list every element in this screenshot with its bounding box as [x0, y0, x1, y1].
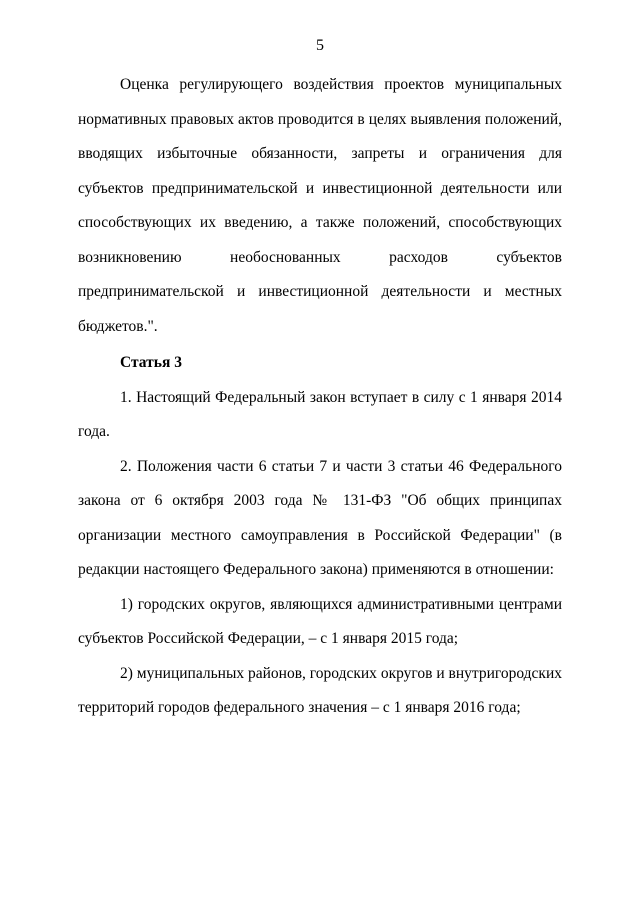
document-body — [78, 68, 562, 726]
article-heading: Статья 3 — [120, 354, 182, 371]
paragraph-regulatory-assessment: Оценка регулирующего воздействия проектов муниципальных нормативных правовых актов проводится в целях выявления положений, вводящих избыточные обязанности, запреты и ограничения для субъектов предпринимательской и инвестиционной деятельности или способствующих их введению, а также положений, способствующих возникновению необоснованных расходов субъектов предпринимательской и инвестиционной деятельности и местных бюджетов.". — [78, 76, 562, 335]
page-number: 5 — [316, 37, 324, 54]
paragraph-municipal-districts: 2) муниципальных районов, городских округов и внутригородских территорий городов федерального значения – с 1 января 2016 года; — [78, 664, 562, 716]
paragraph-effective-date: 1. Настоящий Федеральный закон вступает в силу с 1 января 2014 года. — [78, 388, 562, 440]
paragraph-provisions-application: 2. Положения части 6 статьи 7 и части 3 статьи 46 Федерального закона от 6 октября 2003 года № 131-ФЗ "Об общих принципах организации местного самоуправления в Российской Федерации" (в редакции настоящего Федерального закона) применяются в отношении: — [78, 457, 562, 578]
paragraph-urban-districts: 1) городских округов, являющихся административными центрами субъектов Российской Федерации, – с 1 января 2015 года; — [78, 595, 562, 647]
